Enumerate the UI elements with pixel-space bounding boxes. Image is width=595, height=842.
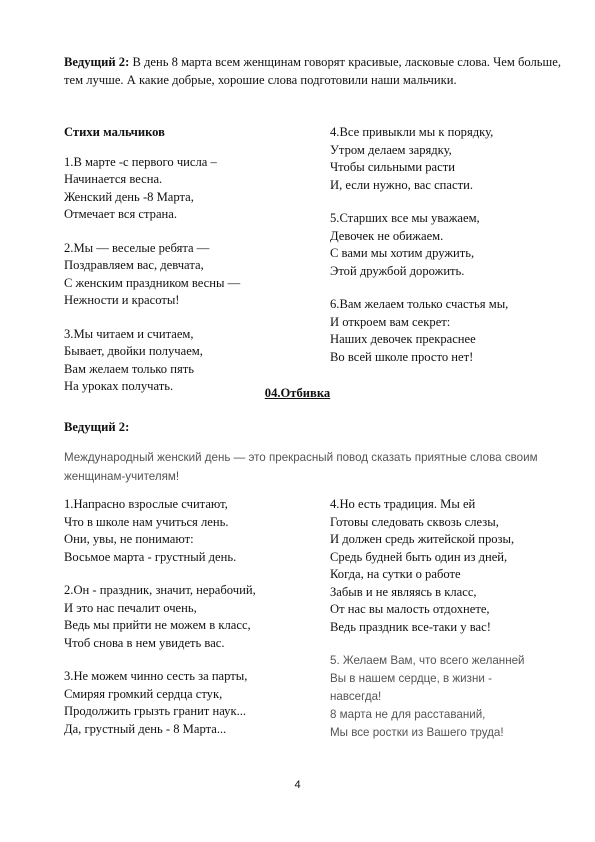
- poem-stanza: [330, 496, 540, 636]
- poem-line: Смиряя громкий сердца стук,: [64, 686, 223, 701]
- page-number: 4: [294, 779, 301, 791]
- poem-line: Начинается весна.: [64, 172, 163, 186]
- poem-line: 5. Желаем Вам, что всего желанней: [330, 654, 525, 667]
- poem-line: Во всей школе просто нет!: [330, 349, 474, 364]
- poem-line: Чтоб снова в нем увидеть вас.: [64, 635, 225, 650]
- poem-line: И это нас печалит очень,: [64, 600, 197, 615]
- poem-line: 4.Все привыкли мы к порядку,: [330, 125, 494, 139]
- poem-line: И, если нужно, вас спасти.: [330, 177, 473, 192]
- poem-line: Забыв и не являясь в класс,: [330, 584, 477, 599]
- poem-line: Поздравляем вас, девчата,: [64, 258, 204, 272]
- poem-stanza: [64, 240, 240, 310]
- poem-line: 2.Мы — веселые ребята —: [64, 240, 210, 255]
- poem-line: Нежности и красоты!: [64, 293, 180, 307]
- intro-text: В день 8 марта всем женщинам говорят красивые, ласковые слова. Чем больше, тем лучше. А какие добрые, хорошие слова подготовили наши мальчики.: [64, 55, 561, 87]
- section-text: Международный женский день — это прекрасный повод сказать приятные слова своим женщинам-учителям!: [64, 451, 538, 483]
- poem-stanza: [330, 210, 508, 280]
- poem-line: 2.Он - праздник, значит, нерабочий,: [64, 583, 256, 597]
- teacher-poems-left-column: [64, 496, 256, 754]
- poem-line: 8 марта не для расставаний,: [330, 708, 486, 721]
- poem-line: 1.В марте -с первого числа –: [64, 154, 217, 169]
- poem-line: Утром делаем зарядку,: [330, 142, 452, 157]
- poem-line: Бывает, двойки получаем,: [64, 344, 203, 358]
- poem-line: Вы в нашем сердце, в жизни - навсегда!: [330, 672, 492, 703]
- boys-poems-right-column: [330, 124, 508, 382]
- poem-line: Когда, на сутки о работе: [330, 567, 461, 581]
- poem-line: На уроках получать.: [64, 379, 174, 393]
- boys-poems-left-column: [64, 124, 240, 412]
- poem-line: Наших девочек прекраснее: [330, 332, 476, 346]
- poem-line: Женский день -8 Марта,: [64, 189, 194, 204]
- teacher-left-stanzas: [64, 496, 256, 738]
- boys-right-stanzas: [330, 124, 508, 366]
- poem-line: От нас вы малость отдохнете,: [330, 602, 490, 616]
- teacher-poems-right-column: [330, 496, 540, 758]
- poem-line: 5.Старших все мы уважаем,: [330, 211, 480, 225]
- poem-line: Этой дружбой дорожить.: [330, 263, 465, 278]
- poem-line: Ведь мы прийти не можем в класс,: [64, 618, 251, 632]
- poem-line: Вам желаем только пять: [64, 361, 195, 376]
- poem-line: И должен средь житейской прозы,: [330, 532, 515, 546]
- poem-stanza: [64, 496, 256, 566]
- poem-line: Девочек не обижаем.: [330, 228, 444, 243]
- poem-line: Ведь праздник все-таки у вас!: [330, 619, 491, 634]
- poem-stanza: [64, 582, 256, 652]
- poem-stanza: [330, 652, 540, 742]
- boys-left-stanzas: [64, 154, 240, 396]
- poem-line: С женским праздником весны —: [64, 275, 241, 290]
- poem-line: Мы все ростки из Вашего труда!: [330, 726, 504, 739]
- poem-line: Продолжить грызть гранит наук...: [64, 704, 247, 718]
- poem-line: 6.Вам желаем только счастья мы,: [330, 297, 509, 311]
- poem-line: 4.Но есть традиция. Мы ей: [330, 497, 476, 511]
- poem-line: 3.Мы читаем и считаем,: [64, 326, 194, 341]
- poem-stanza: [330, 124, 508, 194]
- boys-poems-heading: Стихи мальчиков: [64, 125, 165, 139]
- poem-line: Да, грустный день - 8 Марта...: [64, 721, 227, 736]
- poem-stanza: [330, 296, 508, 366]
- poem-stanza: [64, 154, 240, 224]
- poem-stanza: [64, 668, 256, 738]
- poem-line: Готовы следовать сквозь слезы,: [330, 514, 499, 529]
- poem-line: С вами мы хотим дружить,: [330, 246, 475, 260]
- poem-line: 1.Напрасно взрослые считают,: [64, 497, 228, 511]
- poem-line: Отмечает вся страна.: [64, 207, 178, 221]
- poem-line: Они, увы, не понимают:: [64, 532, 194, 546]
- section-title: 04.Отбивка: [264, 386, 331, 400]
- poem-line: Средь будней быть один из дней,: [330, 549, 508, 564]
- section-speaker: Ведущий 2:: [64, 420, 130, 434]
- poem-line: Восьмое марта - грустный день.: [64, 549, 237, 564]
- teacher-right-stanzas: [330, 496, 540, 742]
- poem-stanza: [64, 326, 240, 396]
- poem-line: И откроем вам секрет:: [330, 314, 451, 329]
- intro-speaker: Ведущий 2:: [64, 55, 130, 69]
- poem-line: Что в школе нам учиться лень.: [64, 514, 229, 529]
- intro-paragraph: [64, 54, 561, 89]
- poem-line: 3.Не можем чинно сесть за парты,: [64, 669, 248, 683]
- poem-line: Чтобы сильными расти: [330, 160, 455, 174]
